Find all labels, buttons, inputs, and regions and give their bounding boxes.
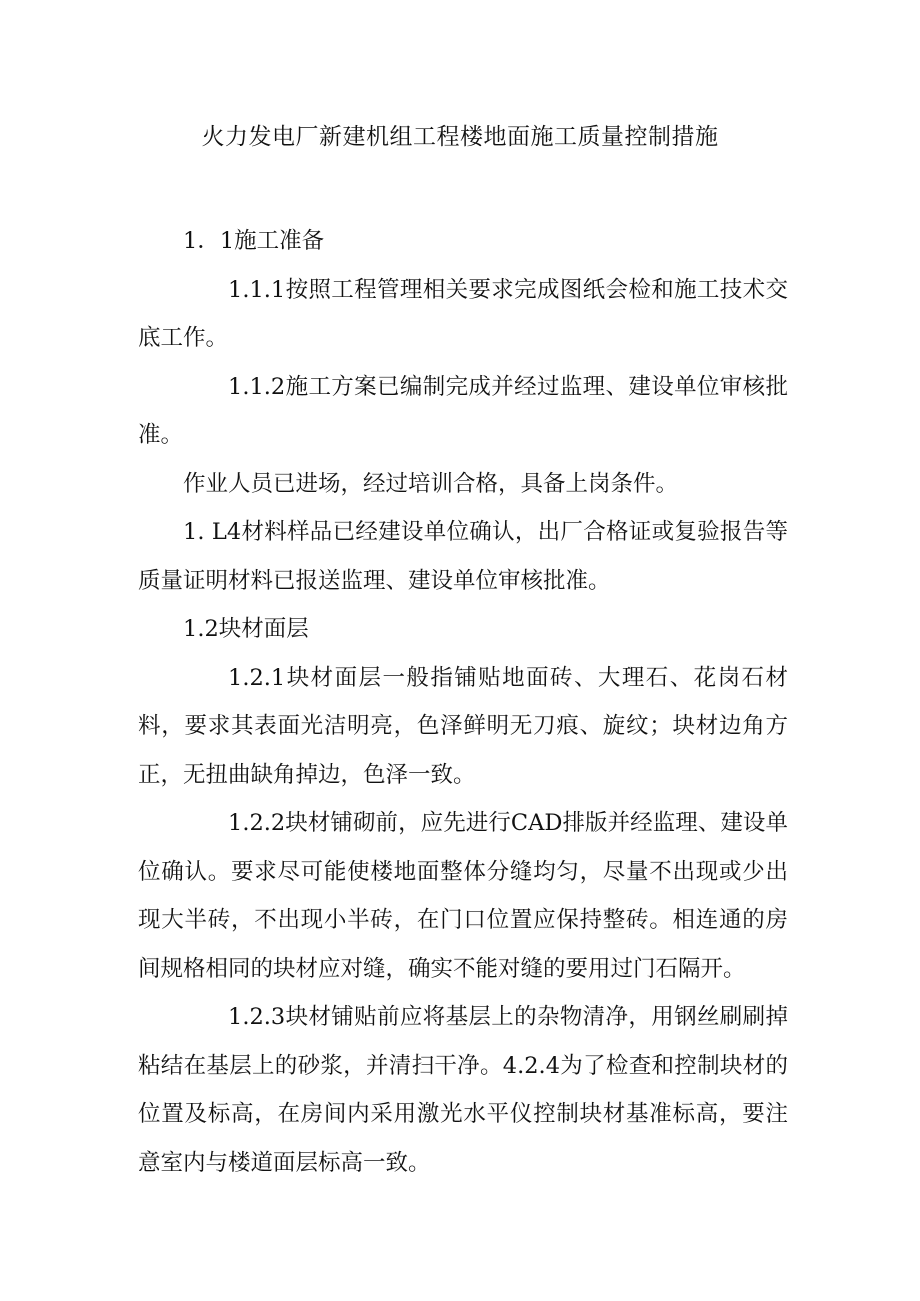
paragraph-1-2-2 <box>138 799 788 993</box>
paragraph-number: 1.1.2 <box>228 373 286 400</box>
paragraph-number: 1.2.3 <box>228 1004 286 1030</box>
paragraph-materials <box>138 508 788 605</box>
paragraph-number: 1.2.1 <box>228 664 286 691</box>
document-body <box>138 217 788 1187</box>
paragraph-text: 块材铺砌前，应先进行CAD排版并经监理、建设单位确认。要求尽可能使楼地面整体分缝均匀，尽量不出现或少出现大半砖，不出现小半砖，在门口位置应保持整砖。相连通的房间规格相同的块材应对缝，确实不能对缝的要用过门石隔开。 <box>138 810 788 982</box>
paragraph-text: 块材铺贴前应将基层上的杂物清净，用钢丝刷刷掉粘结在基层上的砂浆，并清扫干净。4.2.4为了检查和控制块材的位置及标高，在房间内采用激光水平仪控制块材基准标高，要注意室内与楼道面层标高一致。 <box>138 1004 788 1176</box>
paragraph-1-2-3 <box>138 993 788 1187</box>
paragraph-1-2 <box>138 605 788 654</box>
paragraph-text: 作业人员已进场，经过培训合格，具备上岗条件。 <box>183 470 679 497</box>
paragraph-1-2-1 <box>138 654 788 800</box>
paragraph-1-1-1 <box>138 266 788 363</box>
paragraph-text: 1.2块材面层 <box>183 616 309 642</box>
paragraph-text: 施工方案已编制完成并经过监理、建设单位审核批准。 <box>138 373 788 448</box>
page-title: 火力发电厂新建机组工程楼地面施工质量控制措施 <box>201 124 719 150</box>
paragraph-text: 1．1施工准备 <box>183 228 325 254</box>
paragraph-1-1-2 <box>138 363 788 460</box>
paragraph-number: 1.2.2 <box>228 810 286 836</box>
paragraph-text: 按照工程管理相关要求完成图纸会检和施工技术交底工作。 <box>138 276 788 351</box>
paragraph-text: 1. L4材料样品已经建设单位确认，出厂合格证或复验报告等质量证明材料已报送监理、建设单位审核批准。 <box>138 519 788 594</box>
paragraph-1-1 <box>138 217 788 266</box>
paragraph-personnel <box>138 460 788 509</box>
paragraph-number: 1.1.1 <box>228 276 286 303</box>
paragraph-text: 块材面层一般指铺贴地面砖、大理石、花岗石材料，要求其表面光洁明亮，色泽鲜明无刀痕、旋纹；块材边角方正，无扭曲缺角掉边，色泽一致。 <box>138 664 788 788</box>
